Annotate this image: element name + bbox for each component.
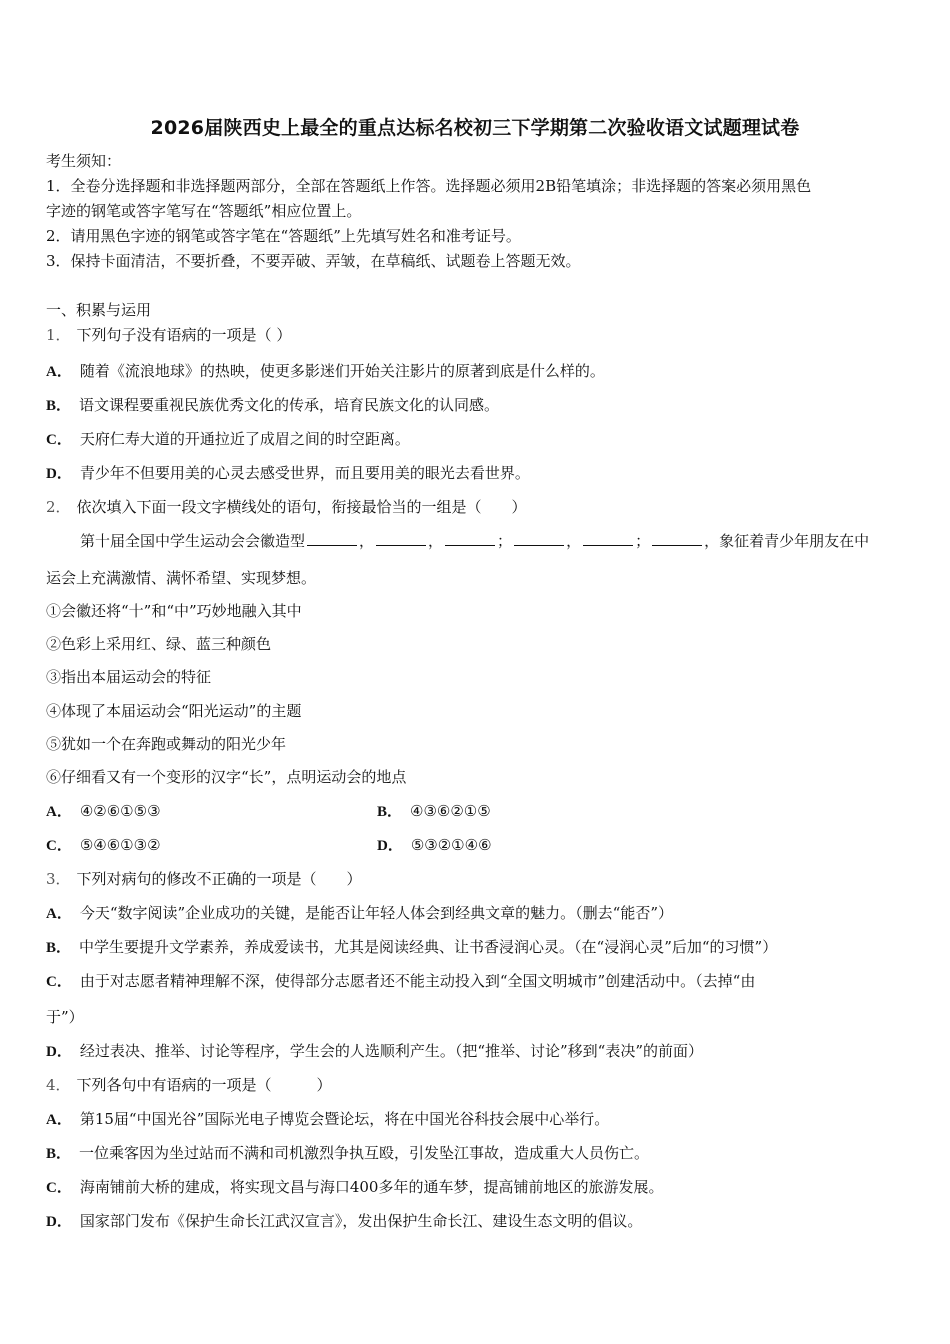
q3-option-c-cont: 于”） bbox=[46, 1008, 84, 1026]
fill-blank-6[interactable] bbox=[652, 531, 702, 546]
q4-option-d[interactable] bbox=[46, 1211, 642, 1232]
option-text: 语文课程要重视民族优秀文化的传承，培育民族文化的认同感。 bbox=[79, 396, 500, 414]
q1-option-d[interactable] bbox=[46, 463, 530, 484]
question-text: 依次填入下面一段文字横线处的语句，衔接最恰当的一组是（ ） bbox=[76, 498, 527, 516]
q2-item-5: ⑤犹如一个在奔跑或舞动的阳光少年 bbox=[46, 735, 287, 753]
question-4-stem bbox=[46, 1075, 332, 1095]
q2-option-c[interactable] bbox=[46, 835, 161, 856]
option-text: ④③⑥②①⑤ bbox=[410, 802, 491, 820]
punctuation: ， bbox=[359, 532, 375, 550]
notice-heading: 考生须知： bbox=[46, 152, 122, 170]
option-label: B． bbox=[46, 398, 72, 414]
option-label: D． bbox=[46, 1044, 72, 1060]
option-label: B． bbox=[46, 1146, 72, 1162]
q4-option-a[interactable] bbox=[46, 1109, 609, 1130]
q3-option-b[interactable] bbox=[46, 937, 777, 958]
q1-option-b[interactable] bbox=[46, 395, 499, 416]
q2-option-a[interactable] bbox=[46, 801, 161, 822]
notice-item-2: 2．请用黑色字迹的钢笔或答字笔在“答题纸”上先填写姓名和准考证号。 bbox=[46, 227, 521, 245]
option-text: ⑤③②①④⑥ bbox=[410, 836, 492, 854]
q3-option-a[interactable] bbox=[46, 903, 673, 924]
question-number: 4． bbox=[46, 1076, 71, 1094]
option-text: ⑤④⑥①③② bbox=[79, 836, 161, 854]
option-label: A． bbox=[46, 1112, 72, 1128]
option-label: C． bbox=[46, 974, 72, 990]
option-text: 青少年不但要用美的心灵去感受世界，而且要用美的眼光去看世界。 bbox=[79, 464, 530, 482]
option-text: 随着《流浪地球》的热映，使更多影迷们开始关注影片的原著到底是什么样的。 bbox=[79, 362, 605, 380]
question-number: 1． bbox=[46, 326, 71, 344]
exam-title: 2026届陕西史上最全的重点达标名校初三下学期第二次验收语文试题理试卷 bbox=[150, 117, 800, 139]
option-text: 今天“数字阅读”企业成功的关键，是能否让年轻人体会到经典文章的魅力。（删去“能否”） bbox=[79, 904, 674, 922]
notice-item-3: 3．保持卡面清洁，不要折叠，不要弄破、弄皱，在草稿纸、试题卷上答题无效。 bbox=[46, 252, 581, 270]
option-text: 天府仁寿大道的开通拉近了成眉之间的时空距离。 bbox=[79, 430, 410, 448]
fill-blank-4[interactable] bbox=[514, 531, 564, 546]
option-text: 第15届“中国光谷”国际光电子博览会暨论坛，将在中国光谷科技会展中心举行。 bbox=[79, 1110, 610, 1128]
option-label: A． bbox=[46, 804, 72, 820]
q2-passage-line-2: 运会上充满激情、满怀希望、实现梦想。 bbox=[46, 569, 317, 587]
notice-item-1: 1．全卷分选择题和非选择题两部分，全部在答题纸上作答。选择题必须用2B铅笔填涂；非选择题的答案必须用黑色 bbox=[46, 177, 812, 195]
option-label: C． bbox=[46, 432, 72, 448]
fill-blank-3[interactable] bbox=[445, 531, 495, 546]
q2-item-4: ④体现了本届运动会“阳光运动”的主题 bbox=[46, 702, 302, 720]
question-2-stem bbox=[46, 497, 527, 517]
option-label: D． bbox=[46, 1214, 72, 1230]
fill-blank-1[interactable] bbox=[307, 531, 357, 546]
option-label: A． bbox=[46, 364, 72, 380]
q3-option-d[interactable] bbox=[46, 1041, 703, 1062]
q2-option-d[interactable] bbox=[377, 835, 492, 856]
question-text: 下列句子没有语病的一项是（ ） bbox=[76, 326, 292, 344]
option-text: 海南铺前大桥的建成，将实现文昌与海口400多年的通车梦，提高铺前地区的旅游发展。 bbox=[79, 1178, 664, 1196]
q1-option-c[interactable] bbox=[46, 429, 410, 450]
passage-text: 第十届全国中学生运动会会徽造型 bbox=[80, 532, 306, 550]
question-text: 下列各句中有语病的一项是（ ） bbox=[76, 1076, 332, 1094]
section-heading: 一、积累与运用 bbox=[46, 301, 152, 319]
punctuation: ； bbox=[635, 532, 651, 550]
q2-passage-line-1 bbox=[80, 531, 869, 551]
q4-option-b[interactable] bbox=[46, 1143, 649, 1164]
q2-item-6: ⑥仔细看又有一个变形的汉字“长”，点明运动会的地点 bbox=[46, 768, 407, 786]
option-label: D． bbox=[377, 838, 403, 854]
option-label: C． bbox=[46, 838, 72, 854]
option-text: 由于对志愿者精神理解不深，使得部分志愿者还不能主动投入到“全国文明城市”创建活动中。（去掉“由 bbox=[79, 972, 756, 990]
q2-item-1: ①会徽还将“十”和“中”巧妙地融入其中 bbox=[46, 602, 302, 620]
q3-option-c[interactable] bbox=[46, 971, 755, 992]
option-label: B． bbox=[377, 804, 403, 820]
option-label: C． bbox=[46, 1180, 72, 1196]
option-text: 国家部门发布《保护生命长江武汉宣言》，发出保护生命长江、建设生态文明的倡议。 bbox=[79, 1212, 643, 1230]
notice-item-1-cont: 字迹的钢笔或答字笔写在“答题纸”相应位置上。 bbox=[46, 202, 362, 220]
fill-blank-2[interactable] bbox=[376, 531, 426, 546]
fill-blank-5[interactable] bbox=[583, 531, 633, 546]
punctuation: ， bbox=[428, 532, 444, 550]
q1-option-a[interactable] bbox=[46, 361, 605, 382]
option-label: A． bbox=[46, 906, 72, 922]
option-text: 一位乘客因为坐过站而不满和司机激烈争执互殴，引发坠江事故，造成重大人员伤亡。 bbox=[79, 1144, 650, 1162]
option-text: 中学生要提升文学素养，养成爱读书，尤其是阅读经典、让书香浸润心灵。（在“浸润心灵”后加“的习惯”） bbox=[79, 938, 778, 956]
question-text: 下列对病句的修改不正确的一项是（ ） bbox=[76, 870, 362, 888]
q2-item-2: ②色彩上采用红、绿、蓝三种颜色 bbox=[46, 635, 272, 653]
question-number: 2． bbox=[46, 498, 71, 516]
question-1-stem bbox=[46, 325, 291, 345]
punctuation: ， bbox=[566, 532, 582, 550]
question-number: 3． bbox=[46, 870, 71, 888]
question-3-stem bbox=[46, 869, 362, 889]
option-text: ④②⑥①⑤③ bbox=[79, 802, 161, 820]
punctuation: ； bbox=[497, 532, 513, 550]
q2-item-3: ③指出本届运动会的特征 bbox=[46, 668, 212, 686]
q4-option-c[interactable] bbox=[46, 1177, 663, 1198]
passage-text: ，象征着青少年朋友在中 bbox=[704, 532, 870, 550]
option-label: B． bbox=[46, 940, 72, 956]
q2-option-b[interactable] bbox=[377, 801, 491, 822]
option-label: D． bbox=[46, 466, 72, 482]
option-text: 经过表决、推举、讨论等程序，学生会的人选顺利产生。（把“推举、讨论”移到“表决”的前面） bbox=[79, 1042, 704, 1060]
